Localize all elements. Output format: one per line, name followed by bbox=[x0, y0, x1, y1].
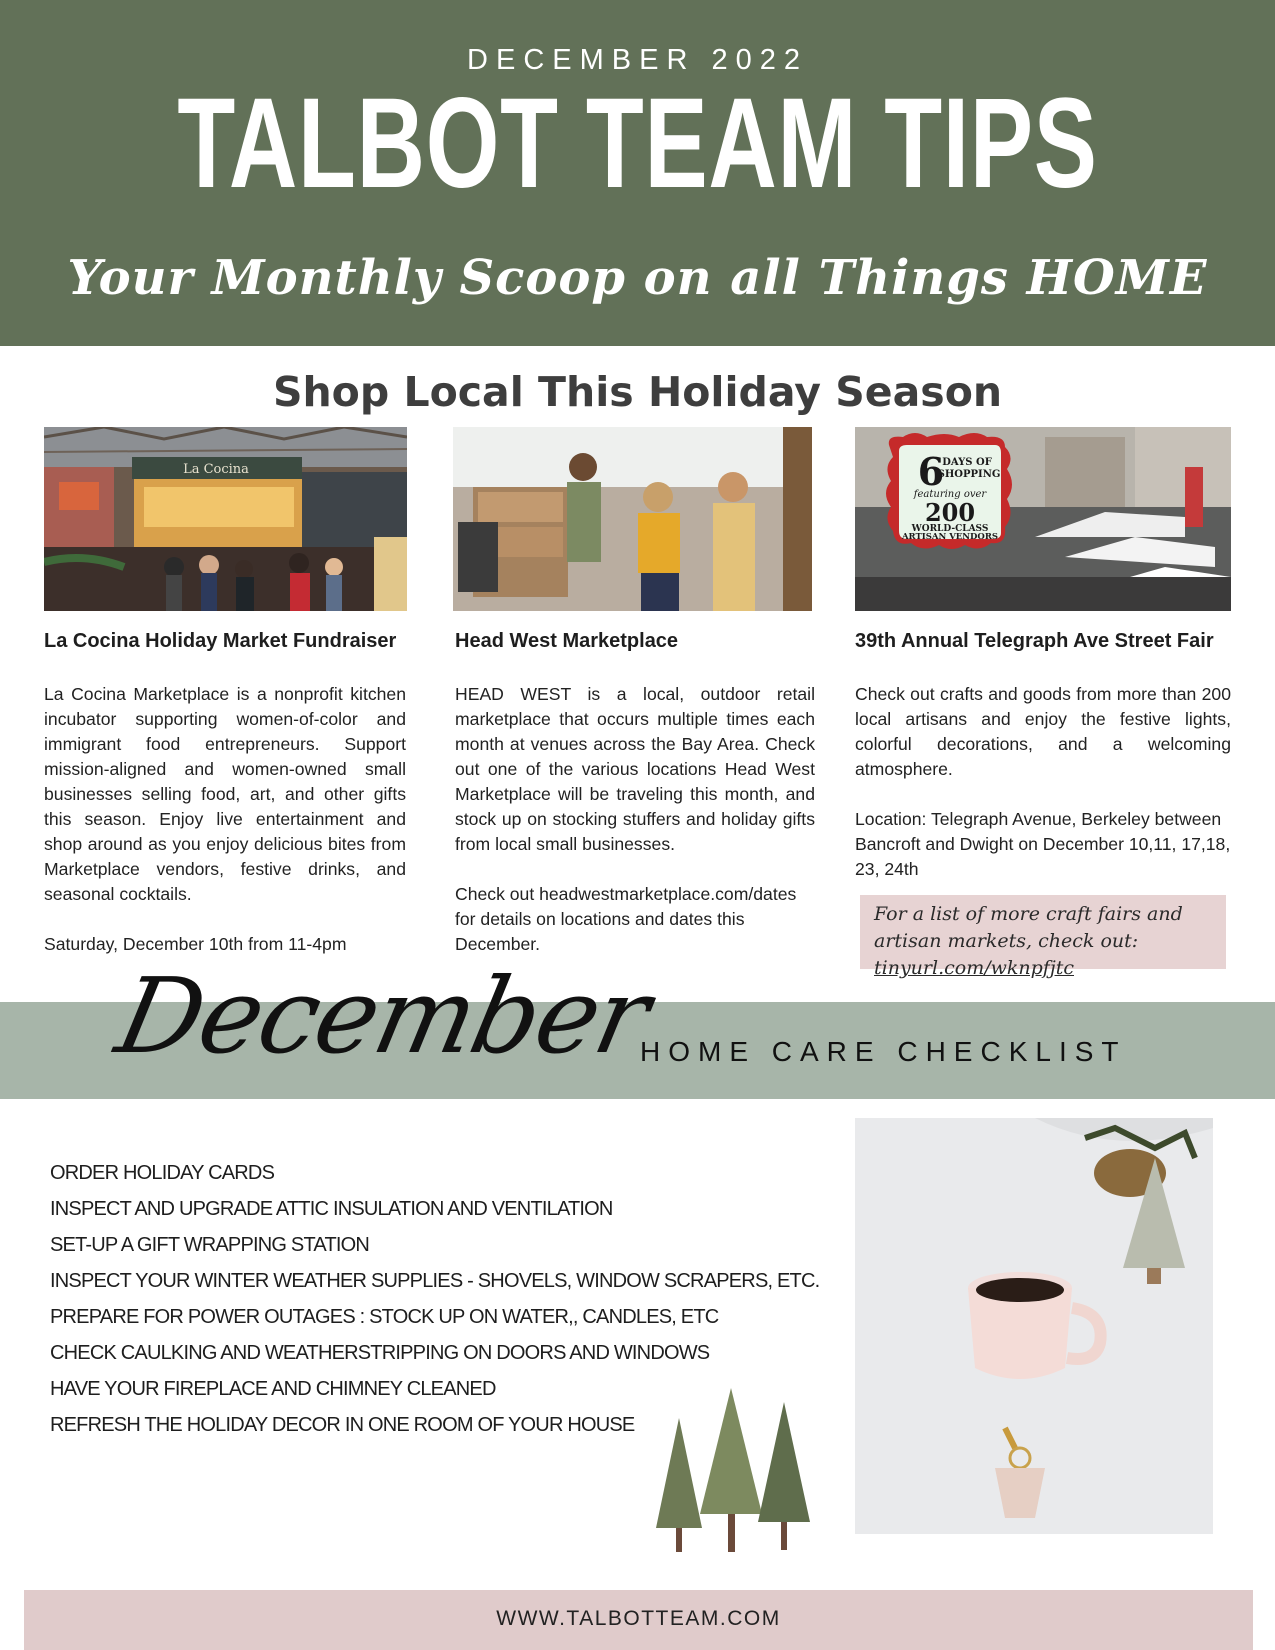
event-location: Location: Telegraph Avenue, Berkeley between Bancroft and Dwight on December 10,11, 17,18, 23, 24th bbox=[855, 809, 1231, 879]
checklist-item: REFRESH THE HOLIDAY DECOR IN ONE ROOM OF YOUR HOUSE bbox=[50, 1414, 635, 1436]
section-heading: Shop Local This Holiday Season bbox=[272, 368, 1003, 416]
telegraph-street-fair-photo bbox=[855, 427, 1231, 611]
newsletter-subtitle: Your Monthly Scoop on all Things HOME bbox=[67, 250, 1208, 306]
event-title-head-west: Head West Marketplace bbox=[455, 630, 679, 652]
sign-days-text-1: DAYS OF bbox=[942, 457, 992, 468]
issue-date: DECEMBER 2022 bbox=[467, 44, 808, 76]
note-link[interactable]: tinyurl.com/wknpfjtc bbox=[874, 957, 1074, 979]
paragraph: La Cocina Marketplace is a nonprofit kitchen incubator supporting women-of-color and immigrant food entrepreneurs. Support mission-aligned and women-owned small businesses selling food, art, and other gifts this season. Enjoy live entertainment and shop around as you enjoy delicious bites from Marketplace vendors, festive drinks, and seasonal cocktails. bbox=[44, 684, 406, 904]
checklist-item: CHECK CAULKING AND WEATHERSTRIPPING ON DOORS AND WINDOWS bbox=[50, 1342, 710, 1364]
event-title-telegraph: 39th Annual Telegraph Ave Street Fair bbox=[855, 630, 1214, 652]
note-text: For a list of more craft fairs and artisan markets, check out: bbox=[874, 903, 1183, 952]
checklist-item: ORDER HOLIDAY CARDS bbox=[50, 1162, 275, 1184]
paragraph: Check out crafts and goods from more than 200 local artisans and enjoy the festive lights, colorful decorations, and a welcoming atmosphere. bbox=[855, 684, 1231, 779]
event-date: Saturday, December 10th from 11-4pm bbox=[44, 934, 347, 954]
checklist-item: INSPECT AND UPGRADE ATTIC INSULATION AND VENTILATION bbox=[50, 1198, 613, 1220]
sign-days-text-2: SHOPPING bbox=[937, 469, 1001, 480]
sign-count: 200 bbox=[924, 498, 976, 527]
coffee-mug-photo bbox=[855, 1118, 1213, 1534]
head-west-market-photo bbox=[453, 427, 812, 611]
event-description-la-cocina bbox=[44, 682, 406, 982]
checklist-item: INSPECT YOUR WINTER WEATHER SUPPLIES - SHOVELS, WINDOW SCRAPERS, ETC. bbox=[50, 1270, 820, 1292]
event-title-la-cocina: La Cocina Holiday Market Fundraiser bbox=[44, 630, 397, 652]
sign-line2: ARTISAN VENDORS bbox=[901, 532, 999, 542]
sign-line1: WORLD-CLASS bbox=[911, 524, 989, 534]
event-description-telegraph bbox=[855, 682, 1231, 907]
newsletter-title: TALBOT TEAM TIPS bbox=[177, 72, 1098, 215]
website-link[interactable]: WWW.TALBOTTEAM.COM bbox=[496, 1607, 781, 1630]
paragraph: Check out headwestmarketplace.com/dates for details on locations and dates this December. bbox=[455, 884, 797, 954]
event-description-head-west bbox=[455, 682, 815, 982]
sign-days-number: 6 bbox=[917, 449, 945, 494]
checklist-banner-label: HOME CARE CHECKLIST bbox=[640, 1036, 1127, 1067]
checklist-item: HAVE YOUR FIREPLACE AND CHIMNEY CLEANED bbox=[50, 1378, 496, 1400]
checklist-item: PREPARE FOR POWER OUTAGES : STOCK UP ON WATER,, CANDLES, ETC bbox=[50, 1306, 719, 1328]
sign-featuring: featuring over bbox=[913, 489, 987, 500]
checklist-item: SET-UP A GIFT WRAPPING STATION bbox=[50, 1234, 370, 1256]
photo1-sign-text: La Cocina bbox=[183, 462, 249, 477]
month-script-word: December bbox=[107, 955, 659, 1077]
header-banner bbox=[0, 0, 1275, 346]
footer-bar bbox=[24, 1590, 1253, 1650]
pine-trees-illustration bbox=[648, 1388, 818, 1556]
la-cocina-market-photo bbox=[44, 427, 407, 611]
craft-fairs-note bbox=[860, 895, 1226, 979]
paragraph: HEAD WEST is a local, outdoor retail marketplace that occurs multiple times each month at venues across the Bay Area. Check out one of the various locations Head West Marketplace will be traveling this month, and stock up on stocking stuffers and holiday gifts from local small businesses. bbox=[455, 684, 815, 854]
